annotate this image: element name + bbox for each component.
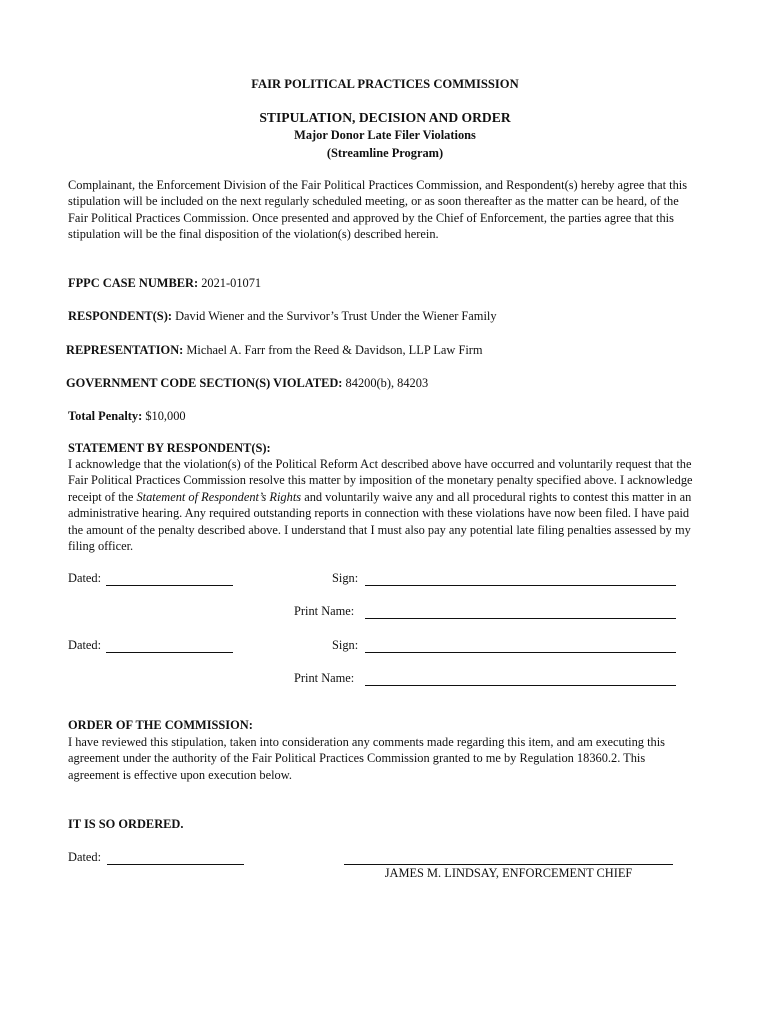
- agency-name: FAIR POLITICAL PRACTICES COMMISSION: [251, 77, 519, 91]
- code-section-value: 84200(b), 84203: [345, 376, 429, 390]
- dated-label: Dated:: [68, 638, 102, 652]
- so-ordered: IT IS SO ORDERED.: [68, 817, 184, 831]
- respondent-row: [68, 308, 497, 324]
- chief-signature-line[interactable]: [344, 852, 673, 865]
- dated-label: Dated:: [68, 571, 102, 585]
- document-title: STIPULATION, DECISION AND ORDER: [259, 110, 511, 125]
- print-name-label: Print Name:: [294, 671, 355, 685]
- representation-label: REPRESENTATION:: [66, 343, 184, 357]
- representation-row: [66, 342, 483, 358]
- statement-paragraph: I acknowledge that the violation(s) of the Political Reform Act described above have occurred and voluntarily request that the Fair Political Practices Commission resolve this matter by imposition of the monetary penalty specified above. I acknowledge receipt of the Statement of Respondent’s Rights and voluntarily waive any and all procedural rights to contest this matter in an administrative hearing. Any required outstanding reports in connection with these violations have now been filed. I have paid the amount of the penalty described above. I understand that I must also pay any potential late filing penalties assessed by my filing officer.: [68, 457, 693, 554]
- signature-row-2: [0, 637, 770, 655]
- code-section-label: GOVERNMENT CODE SECTION(S) VIOLATED:: [66, 376, 343, 390]
- code-section-row: [66, 375, 428, 391]
- sign-label: Sign:: [332, 638, 359, 652]
- statement-heading: STATEMENT BY RESPONDENT(S):: [68, 441, 271, 455]
- sign-line[interactable]: [365, 640, 676, 653]
- print-name-line[interactable]: [365, 606, 676, 619]
- print-name-line[interactable]: [365, 673, 676, 686]
- order-dated-label: Dated:: [68, 850, 102, 864]
- respondent-value: David Wiener and the Survivor’s Trust Under the Wiener Family: [175, 309, 497, 323]
- penalty-row: [68, 408, 186, 424]
- sign-label: Sign:: [332, 571, 359, 585]
- dated-line[interactable]: [106, 640, 233, 653]
- case-number-row: [68, 275, 261, 291]
- signature-row-1: [0, 570, 770, 588]
- document-program: (Streamline Program): [326, 146, 444, 160]
- respondent-label: RESPONDENT(S):: [68, 309, 172, 323]
- dated-line[interactable]: [106, 573, 233, 586]
- rights-reference: Statement of Respondent’s Rights: [136, 489, 302, 504]
- sign-line[interactable]: [365, 573, 676, 586]
- penalty-value: $10,000: [145, 409, 186, 423]
- document-subtitle: Major Donor Late Filer Violations: [294, 128, 476, 142]
- intro-paragraph: Complainant, the Enforcement Division of the Fair Political Practices Commission, and Respondent(s) hereby agree that this stipulation will be included on the next regularly scheduled meeting, or as soon thereafter as the matter can be heard, of the Fair Political Practices Commission. Once presented and approved by the Chief of Enforcement, the parties agree that this stipulation will be the final disposition of the violation(s) described herein.: [68, 178, 688, 242]
- penalty-label: Total Penalty:: [68, 409, 143, 423]
- print-name-label: Print Name:: [294, 604, 355, 618]
- order-paragraph: I have reviewed this stipulation, taken into consideration any comments made regarding this item, and am executing this agreement under the authority of the Fair Political Practices Commission granted to me by Regulation 18360.2. This agreement is effective upon execution below.: [68, 735, 666, 782]
- order-heading: ORDER OF THE COMMISSION:: [68, 718, 253, 732]
- representation-value: Michael A. Farr from the Reed & Davidson, LLP Law Firm: [186, 343, 483, 357]
- order-dated-line[interactable]: [107, 852, 244, 865]
- print-name-row-1: [0, 603, 770, 621]
- print-name-row-2: [0, 670, 770, 688]
- case-number-label: FPPC CASE NUMBER:: [68, 276, 199, 290]
- chief-name: JAMES M. LINDSAY, ENFORCEMENT CHIEF: [384, 866, 633, 880]
- case-number-value: 2021-01071: [201, 276, 262, 290]
